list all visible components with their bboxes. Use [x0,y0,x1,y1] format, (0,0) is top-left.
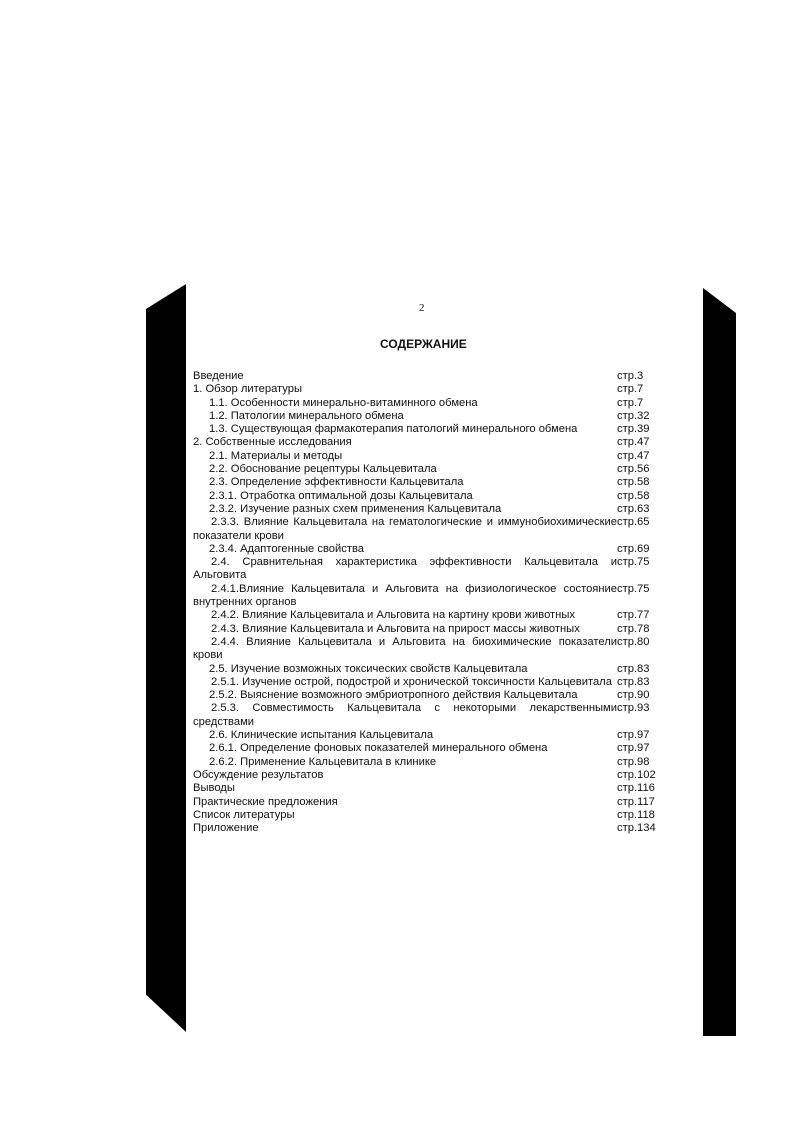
table-of-contents [193,370,655,835]
toc-entry-text: 2.4. Сравнительная характеристика эффективности Кальцевитала и Альговита [193,556,617,582]
toc-entry [193,436,655,449]
toc-entry-text: 2.1. Материалы и методы [209,449,343,462]
toc-entry-text: 2.5.3. Совместимость Кальцевитала с некоторыми лекарственными средствами [193,702,617,728]
toc-entry-page: стр.83 [617,662,650,675]
toc-title: СОДЕРЖАНИЕ [380,337,467,351]
toc-entry [193,729,655,742]
toc-entry-page: стр.47 [617,449,650,462]
toc-entry-page: стр.56 [617,463,650,476]
toc-entry [193,423,655,436]
toc-entry-page: стр.118 [617,808,655,821]
toc-entry [193,769,655,782]
toc-entry [193,676,655,689]
toc-entry [193,490,655,503]
toc-entry-text: 1.3. Существующая фармакотерапия патологий минерального обмена [209,423,578,436]
toc-entry [193,450,655,463]
scan-edge-right [703,288,736,1036]
toc-entry-text: 2.3. Определение эффективности Кальцевитала [209,476,464,489]
toc-entry [193,796,655,809]
toc-entry-page: стр.69 [617,542,650,555]
toc-entry-text: 2.5.2. Выяснение возможного эмбриотропного действия Кальцевитала [209,689,578,702]
toc-entry-page: стр.7 [617,383,644,396]
toc-entry-text: Список литературы [193,808,295,821]
toc-entry-text: 2.5.1. Изучение острой, подострой и хронической токсичности Кальцевитала [211,675,612,688]
toc-entry-text: 1.1. Особенности минерально-витаминного обмена [209,396,478,409]
toc-entry-page: стр.32 [617,409,650,422]
toc-entry-page: стр.93 [617,702,650,715]
toc-entry-page: стр.77 [617,609,650,622]
toc-entry-text: Обсуждение результатов [193,768,324,781]
toc-entry [193,756,655,769]
toc-entry [193,397,655,410]
toc-entry-page: стр.97 [617,742,650,755]
toc-entry [193,383,655,396]
toc-entry-page: стр.58 [617,476,650,489]
toc-entry [193,636,655,663]
toc-entry [193,663,655,676]
toc-entry [193,463,655,476]
toc-entry-page: стр.97 [617,729,650,742]
toc-entry [193,702,655,729]
toc-entry-text: 2.4.4. Влияние Кальцевитала и Альговита на биохимические показатели крови [193,635,617,662]
toc-entry-text: 2.6.1. Определение фоновых показателей минерального обмена [209,742,548,755]
toc-entry [193,822,655,835]
toc-entry [193,609,655,622]
toc-entry [193,782,655,795]
toc-entry-page: стр.63 [617,502,650,515]
toc-entry [193,370,655,383]
toc-entry [193,742,655,755]
toc-entry-text: Практические предложения [193,795,338,808]
toc-entry-page: стр.3 [617,370,644,382]
toc-entry-page: стр.90 [617,689,650,702]
toc-entry-page: стр.116 [617,782,655,795]
toc-entry [193,476,655,489]
toc-entry-page: стр.98 [617,755,650,768]
toc-entry [193,516,655,543]
toc-entry-text: 2.4.3. Влияние Кальцевитала и Альговита на прирост массы животных [211,622,580,635]
toc-entry-page: стр.47 [617,436,650,449]
toc-entry-text: 2.3.1. Отработка оптимальной дозы Кальцевитала [209,489,473,502]
toc-entry-page: стр.102 [617,768,656,781]
toc-entry-page: стр.39 [617,423,650,436]
toc-entry-page: стр.134 [617,822,656,835]
toc-entry-text: 2.2. Обоснование рецептуры Кальцевитала [209,463,437,476]
toc-entry [193,556,655,583]
toc-entry-text: 1.2. Патологии минерального обмена [209,409,404,422]
toc-entry [193,543,655,556]
toc-entry-text: 2.4.2. Влияние Кальцевитала и Альговита на картину крови животных [211,609,575,622]
toc-entry-page: стр.78 [617,622,650,635]
toc-entry [193,583,655,610]
toc-entry [193,410,655,423]
toc-entry-text: Приложение [193,822,259,835]
toc-entry-text: 2. Собственные исследования [193,436,352,449]
toc-entry-page: стр.83 [617,675,650,688]
toc-entry-page: стр.65 [617,516,650,529]
toc-entry [193,689,655,702]
toc-entry [193,809,655,822]
toc-entry-text: Введение [193,370,244,382]
toc-entry-text: 2.5. Изучение возможных токсических свойств Кальцевитала [209,662,528,675]
toc-entry-text: 2.3.2. Изучение разных схем применения Кальцевитала [209,502,502,515]
toc-entry-text: 2.6. Клинические испытания Кальцевитала [209,729,434,742]
toc-entry-text: Выводы [193,782,235,795]
toc-entry-page: стр.75 [617,556,650,569]
toc-entry-text: 2.6.2. Применение Кальцевитала в клинике [209,755,437,768]
toc-entry-text: 2.3.4. Адаптогенные свойства [209,542,365,555]
toc-entry [193,503,655,516]
page-number: 2 [419,302,425,314]
toc-entry-page: стр.7 [617,396,644,409]
toc-entry-page: стр.117 [617,795,655,808]
toc-entry-page: стр.75 [617,582,650,595]
toc-entry-text: 2.4.1.Влияние Кальцевитала и Альговита на физиологическое состояние внутренних органов [193,582,617,609]
toc-entry-text: 1. Обзор литературы [193,383,303,396]
toc-entry [193,623,655,636]
toc-entry-text: 2.3.3. Влияние Кальцевитала на гематологические и иммунобиохимические показатели крови [193,516,617,542]
toc-entry-page: стр.80 [617,635,650,648]
toc-entry-page: стр.58 [617,489,650,502]
scan-edge-left [146,284,186,1032]
